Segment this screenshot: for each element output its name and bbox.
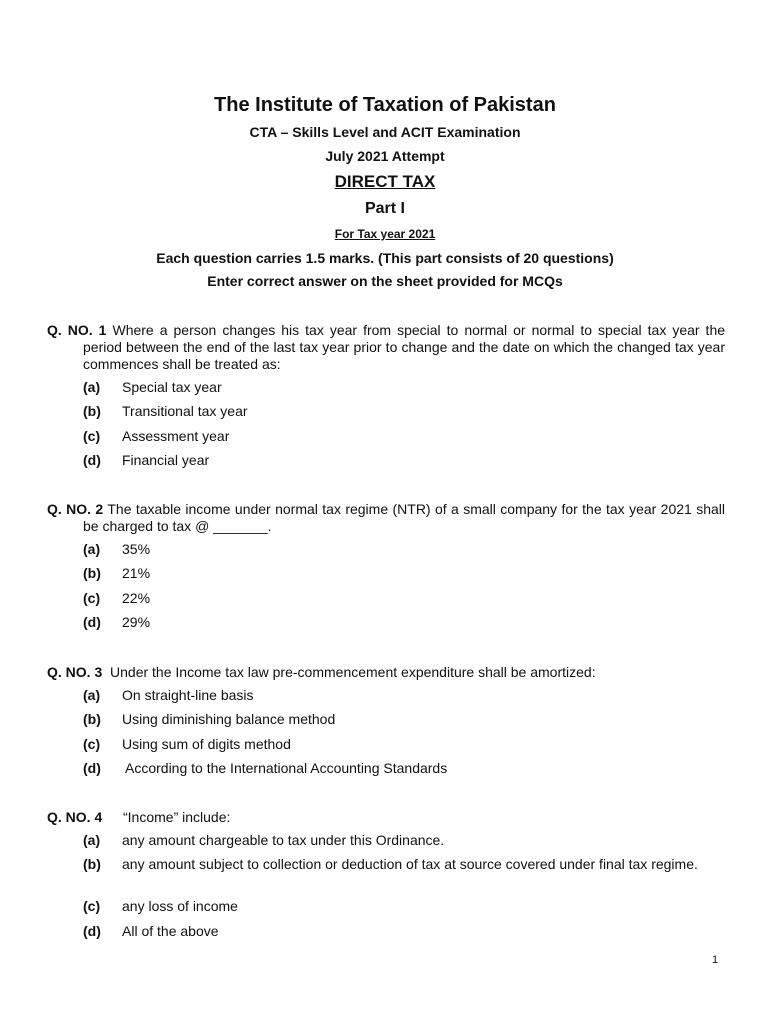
question-text bbox=[47, 501, 725, 535]
question-4 bbox=[47, 809, 725, 947]
option bbox=[47, 923, 725, 947]
option-label: (a) bbox=[83, 541, 101, 557]
option-text: Financial year bbox=[122, 451, 210, 468]
option bbox=[47, 856, 725, 898]
option bbox=[47, 428, 725, 452]
page-number: 1 bbox=[712, 954, 719, 966]
option-label: (c) bbox=[83, 589, 101, 606]
option-text: Transitional tax year bbox=[122, 403, 248, 420]
option bbox=[47, 760, 725, 784]
options-list bbox=[47, 687, 725, 784]
option-label: (d) bbox=[83, 922, 101, 939]
option-text: any amount chargeable to tax under this Ordinance. bbox=[122, 832, 445, 848]
option-label: (d) bbox=[83, 613, 101, 630]
option-label: (b) bbox=[83, 565, 101, 582]
option-text: Using diminishing balance method bbox=[122, 711, 336, 728]
question-label: Q. NO. 4 bbox=[47, 809, 103, 825]
option-label: (d) bbox=[83, 451, 101, 468]
option bbox=[47, 565, 725, 589]
option-text: 35% bbox=[122, 541, 151, 557]
option-text: Assessment year bbox=[122, 427, 230, 444]
option bbox=[47, 687, 725, 711]
option-text: 21% bbox=[122, 565, 151, 582]
question-body: “Income” include: bbox=[123, 809, 231, 825]
option-label: (a) bbox=[83, 832, 101, 848]
option-text: On straight-line basis bbox=[122, 687, 254, 703]
option bbox=[47, 403, 725, 427]
question-text bbox=[47, 809, 725, 826]
option-text: Using sum of digits method bbox=[122, 735, 291, 752]
question-2 bbox=[47, 501, 725, 638]
option-label: (a) bbox=[83, 379, 101, 395]
instruction-marks: Each question carries 1.5 marks. (This part consists of 20 questions) bbox=[156, 250, 614, 266]
option-text: 22% bbox=[122, 589, 151, 606]
institute-title: The Institute of Taxation of Pakistan bbox=[214, 94, 556, 116]
exam-name: CTA – Skills Level and ACIT Examination bbox=[249, 124, 521, 140]
tax-year: For Tax year 2021 bbox=[334, 227, 436, 241]
option-text: 29% bbox=[122, 613, 151, 630]
option-text: According to the International Accounting Standards bbox=[125, 759, 448, 776]
instruction-answer-sheet: Enter correct answer on the sheet provided for MCQs bbox=[207, 273, 563, 289]
option bbox=[47, 590, 725, 614]
question-text bbox=[47, 322, 725, 373]
option bbox=[47, 452, 725, 476]
option bbox=[47, 614, 725, 638]
option-label: (b) bbox=[83, 403, 101, 420]
option bbox=[47, 736, 725, 760]
question-1 bbox=[47, 322, 725, 476]
options-list bbox=[47, 832, 725, 947]
subject-title: DIRECT TAX bbox=[334, 172, 436, 191]
question-label: Q. NO. 2 bbox=[47, 501, 104, 517]
question-label: Q. NO. 1 bbox=[47, 322, 107, 338]
option bbox=[47, 832, 725, 856]
option-label: (c) bbox=[83, 898, 101, 915]
attempt: July 2021 Attempt bbox=[325, 148, 445, 164]
option bbox=[47, 379, 725, 403]
option-label: (a) bbox=[83, 687, 101, 703]
options-list bbox=[47, 379, 725, 476]
option-label: (b) bbox=[83, 856, 101, 873]
question-body: Where a person changes his tax year from special to normal or normal to special tax year the period between the end of the last tax year prior to change and the date on which the changed tax year commences shall be treated as: bbox=[83, 322, 726, 372]
option-label: (d) bbox=[83, 759, 101, 776]
option bbox=[47, 898, 725, 922]
option-text: All of the above bbox=[122, 922, 219, 939]
option-text: any loss of income bbox=[122, 898, 238, 915]
option-text: Special tax year bbox=[122, 379, 222, 395]
question-3 bbox=[47, 664, 725, 784]
option-label: (b) bbox=[83, 711, 101, 728]
options-list bbox=[47, 541, 725, 638]
question-label: Q. NO. 3 bbox=[47, 664, 103, 680]
option-label: (c) bbox=[83, 735, 101, 752]
option bbox=[47, 711, 725, 735]
question-body: The taxable income under normal tax regime (NTR) of a small company for the tax year 2021 shall be charged to tax @ _______. bbox=[83, 501, 725, 534]
option bbox=[47, 541, 725, 565]
option-label: (c) bbox=[83, 427, 101, 444]
part-title: Part I bbox=[364, 200, 405, 217]
question-text bbox=[47, 664, 725, 681]
option-text: any amount subject to collection or deduction of tax at source covered under final tax regime. bbox=[122, 856, 698, 873]
question-body: Under the Income tax law pre-commencement expenditure shall be amortized: bbox=[110, 664, 596, 680]
